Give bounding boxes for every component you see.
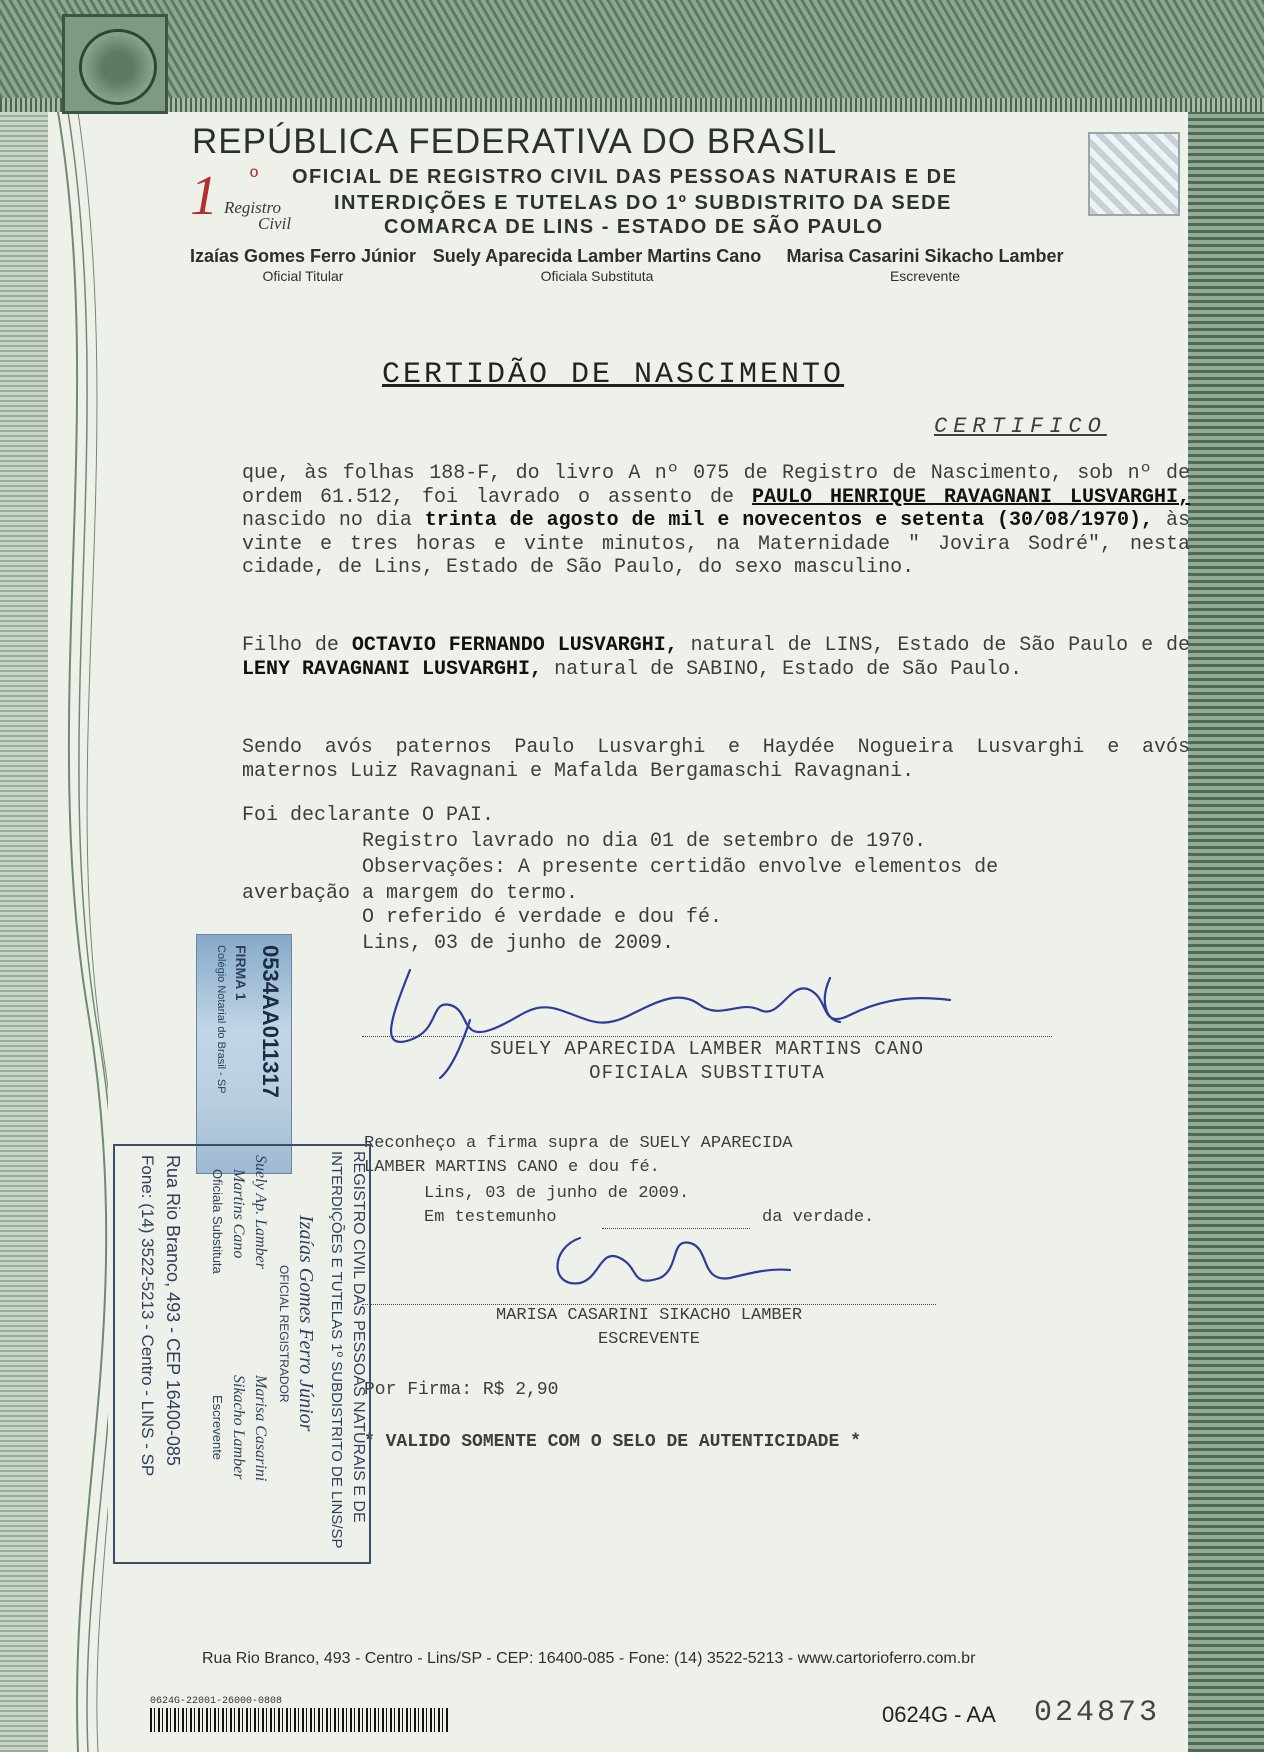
parents-text: Filho de — [242, 634, 339, 657]
office-name-line1: OFICIAL DE REGISTRO CIVIL DAS PESSOAS NATURAIS E DE — [292, 166, 958, 188]
clerk-role: ESCREVENTE — [597, 1330, 701, 1349]
issue-date-line: Lins, 03 de junho de 2009. — [362, 932, 675, 955]
stamp-line: Escrevente — [210, 1395, 225, 1461]
official-name: Suely Aparecida Lamber Martins Cano — [432, 246, 762, 266]
parents-text: natural de LINS, Estado de São Paulo e de — [690, 634, 1190, 657]
stamp-line: Martins Cano — [230, 1169, 247, 1259]
office-name-line3: COMARCA DE LINS - ESTADO DE SÃO PAULO — [384, 216, 884, 238]
parents-text: natural de SABINO, Estado de São Paulo. — [554, 657, 1023, 681]
stamp-line: Suely Ap. Lamber — [252, 1155, 269, 1269]
registry-logo-line1: Registro — [224, 198, 281, 217]
validity-notice: * VALIDO SOMENTE COM O SELO DE AUTENTICIDADE * — [364, 1432, 861, 1452]
hologram-seal — [1088, 132, 1180, 216]
seal-college: Colégio Notarial do Brasil - SP — [215, 945, 227, 1094]
document-title: CERTIDÃO DE NASCIMENTO — [382, 358, 845, 392]
stamp-line: Oficiala Substituta — [210, 1169, 225, 1274]
crest-icon — [79, 29, 157, 105]
stamp-line: REGISTRO CIVIL DAS PESSOAS NATURAIS E DE — [350, 1151, 367, 1523]
stamp-line: INTERDIÇÕES E TUTELAS 1º SUBDISTRITO DE LINS/SP — [328, 1151, 345, 1549]
notary-stamp — [113, 1144, 371, 1564]
stamp-line: Fone: (14) 3522-5213 - Centro - LINS - SP — [138, 1155, 157, 1477]
registry-logo-numeral: 1 — [190, 165, 218, 227]
footer-address: Rua Rio Branco, 493 - Centro - Lins/SP - CEP: 16400-085 - Fone: (14) 3522-5213 - www.cartorioferro.com.br — [202, 1650, 976, 1667]
record-text: que, às folhas 188-F, do livro A nº 075 de Registro de Nascimento, sob nº de ordem 61.512, foi lavrado o assento de — [242, 462, 1190, 509]
recognition-line1: Reconheço a firma supra de SUELY APARECIDA — [364, 1134, 793, 1153]
security-border-left — [0, 112, 48, 1752]
official-role: Oficiala Substituta — [540, 268, 654, 284]
signer-role: OFICIALA SUBSTITUTA — [589, 1062, 825, 1084]
seal-firma: FIRMA 1 — [233, 945, 249, 1001]
clerk-signature — [540, 1228, 800, 1298]
office-name-line2: INTERDIÇÕES E TUTELAS DO 1º SUBDISTRITO DA SEDE — [334, 192, 952, 214]
stamp-line: OFICIAL REGISTRADOR — [277, 1265, 291, 1403]
certifico-label: CERTIFICO — [934, 414, 1107, 439]
serial-prefix: 0624G - AA — [882, 1702, 996, 1727]
serial-number: 024873 — [1034, 1696, 1161, 1730]
signature-line — [362, 1304, 936, 1305]
authenticity-seal — [196, 934, 292, 1174]
testimony-label: Em testemunho — [424, 1208, 557, 1227]
barcode-number: 0624G-22001-26000-0808 — [150, 1696, 283, 1707]
signature-line — [362, 1036, 1052, 1037]
testimony-suffix: da verdade. — [762, 1208, 875, 1227]
stamp-line: Rua Rio Branco, 493 - CEP 16400-085 — [163, 1155, 183, 1466]
stamp-line: Izaías Gomes Ferro Júnior — [295, 1215, 317, 1432]
registration-date-line: Registro lavrado no dia 01 de setembro de 1970. — [362, 830, 927, 853]
registry-logo-ordinal: º — [250, 164, 259, 189]
mother-name: LENY RAVAGNANI LUSVARGHI, — [242, 657, 543, 681]
barcode — [150, 1708, 450, 1732]
father-name: OCTAVIO FERNANDO LUSVARGHI, — [351, 634, 678, 657]
birth-date: trinta de agosto de mil e novecentos e setenta (30/08/1970), — [424, 509, 1154, 532]
observations-continued: averbação a margem do termo. — [242, 882, 579, 905]
recognition-date: Lins, 03 de junho de 2009. — [424, 1184, 690, 1203]
attestation-line: O referido é verdade e dou fé. — [362, 906, 723, 929]
grandparents-paragraph: Sendo avós paternos Paulo Lusvarghi e Haydée Nogueira Lusvarghi e avós maternos Luiz Ravagnani e Mafalda Bergamaschi Ravagnani. — [242, 736, 1190, 783]
birth-record-paragraph — [242, 462, 1190, 580]
coat-of-arms-emblem — [62, 14, 168, 114]
clerk-name: MARISA CASARINI SIKACHO LAMBER — [495, 1306, 803, 1325]
stamp-content — [115, 1145, 373, 1565]
seal-code: 0534AA011317 — [258, 945, 283, 1098]
declarant-line: Foi declarante O PAI. — [242, 804, 495, 827]
republic-title: REPÚBLICA FEDERATIVA DO BRASIL — [192, 122, 838, 161]
registry-logo-line2: Civil — [258, 214, 292, 233]
record-text: nascido no dia — [242, 509, 412, 532]
observations-line: Observações: A presente certidão envolve elementos de — [362, 856, 999, 879]
security-border-right — [1188, 112, 1264, 1752]
recognition-line2: LAMBER MARTINS CANO e dou fé. — [364, 1158, 660, 1177]
security-border-top — [0, 0, 1264, 112]
parents-paragraph — [242, 634, 1190, 681]
signer-name: SUELY APARECIDA LAMBER MARTINS CANO — [489, 1038, 925, 1060]
stamp-line: Sikacho Lamber — [230, 1375, 247, 1480]
official-role: Escrevente — [889, 268, 961, 284]
seal-content — [197, 935, 293, 1175]
official-name: Izaías Gomes Ferro Júnior — [189, 246, 417, 266]
stamp-line: Marisa Casarini — [252, 1375, 269, 1482]
official-name: Marisa Casarini Sikacho Lamber — [786, 246, 1064, 266]
record-text: às vinte e tres horas e vinte minutos, na Maternidade " Jovira Sodré", nesta cidade, de Lins, Estado de São Paulo, do sexo masculino. — [242, 509, 1190, 579]
guilloche-wave — [48, 112, 108, 1752]
fee-line: Por Firma: R$ 2,90 — [364, 1380, 559, 1400]
registrant-name: PAULO HENRIQUE RAVAGNANI LUSVARGHI, — [751, 485, 1191, 509]
official-role: Oficial Titular — [262, 268, 344, 284]
